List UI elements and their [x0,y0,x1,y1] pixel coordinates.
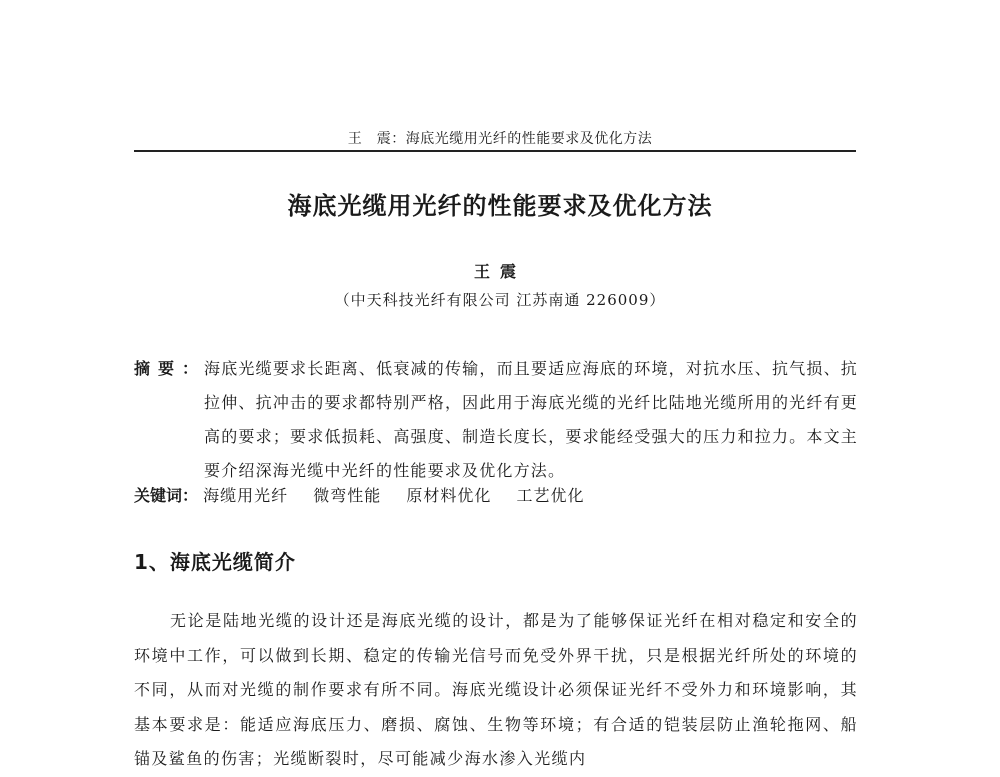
keyword: 原材料优化 [406,486,492,505]
keywords [134,484,858,508]
body-paragraph: 无论是陆地光缆的设计还是海底光缆的设计，都是为了能够保证光纤在相对稳定和安全的环境中工作，可以做到长期、稳定的传输光信号而免受外界干扰，只是根据光纤所处的环境的不同，从而对光缆的制作要求有所不同。海底光缆设计必须保证光纤不受外力和环境影响，其基本要求是：能适应海底压力、磨损、腐蚀、生物等环境；有合适的铠装层防止渔轮拖网、船锚及鲨鱼的伤害；光缆断裂时，尽可能减少海水渗入光缆内 [134,611,858,768]
abstract-text: 海底光缆要求长距离、低衰减的传输，而且要适应海底的环境，对抗水压、抗气损、抗拉伸、抗冲击的要求都特别严格，因此用于海底光缆的光纤比陆地光缆所用的光纤有更高的要求；要求低损耗、高强度、制造长度长，要求能经受强大的压力和拉力。本文主要介绍深海光缆中光纤的性能要求及优化方法。 [204,359,858,480]
header-rule [134,150,856,152]
affiliation: （中天科技光纤有限公司 江苏南通 226009） [334,291,666,309]
running-head: 王 震：海底光缆用光纤的性能要求及优化方法 [347,131,653,147]
abstract-label: 摘要： [134,359,207,378]
section-heading: 1、海底光缆简介 [134,550,296,574]
paper-title: 海底光缆用光纤的性能要求及优化方法 [287,192,713,220]
author-name: 王震 [473,262,526,281]
keyword: 工艺优化 [516,486,585,505]
keywords-label: 关键词： [134,486,199,505]
keyword: 海缆用光纤 [203,486,289,505]
keyword: 微弯性能 [313,486,382,505]
abstract [134,352,858,488]
